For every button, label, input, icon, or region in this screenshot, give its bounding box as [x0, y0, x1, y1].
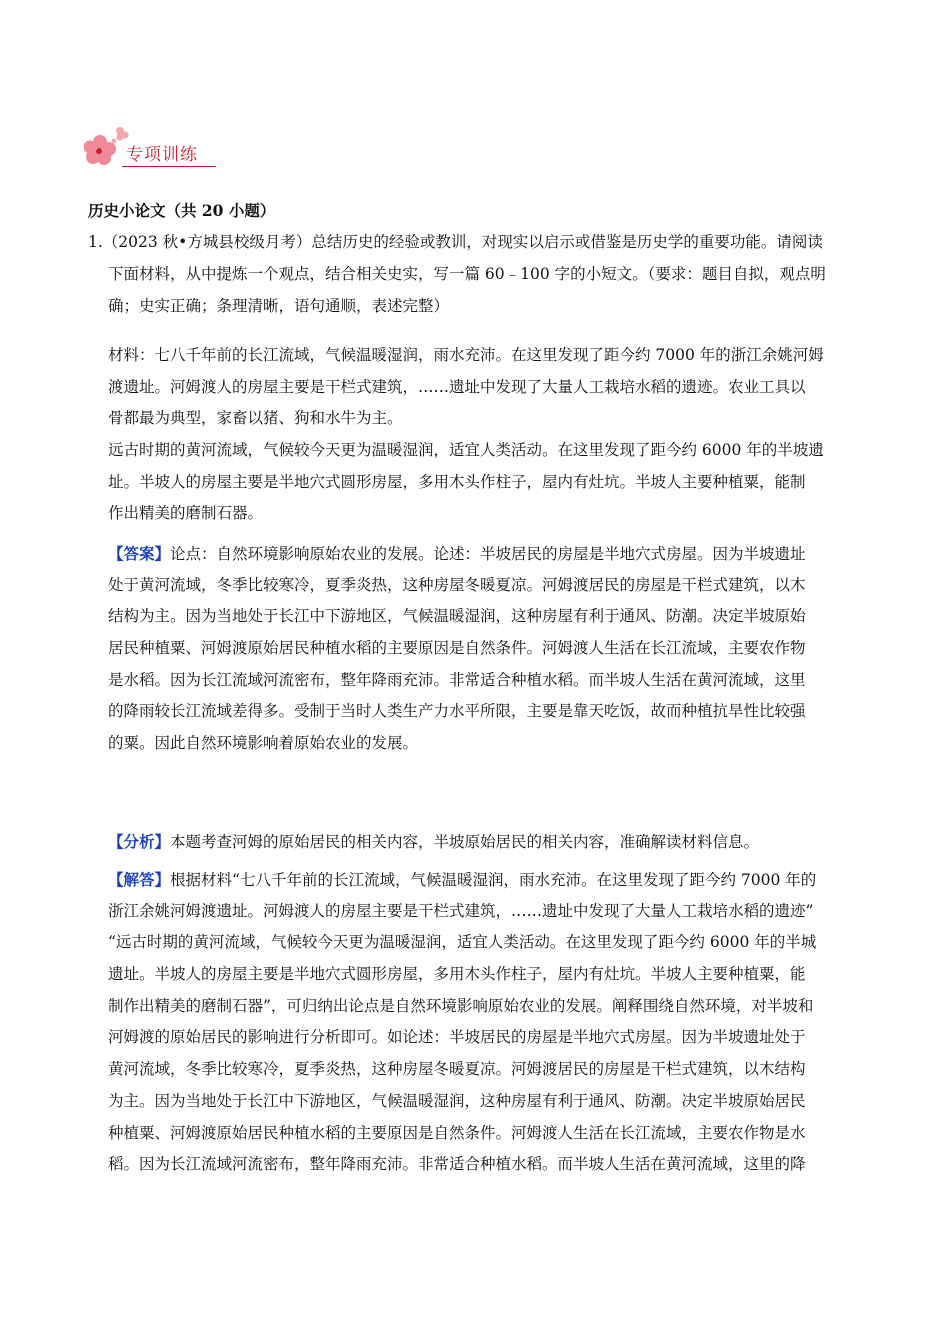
analysis-block [108, 826, 759, 858]
answer-line: 处于黄河流域，冬季比较寒冷，夏季炎热，这种房屋冬暖夏凉。河姆渡居民的房屋是干栏式建筑，以木 [108, 575, 806, 594]
solution-line: 制作出精美的磨制石器”，可归纳出论点是自然环境影响原始农业的发展。阐释围绕自然环境，对半坡和 [108, 996, 814, 1015]
section-header [84, 122, 224, 172]
solution-line: 为主。因为当地处于长江中下游地区，气候温暖湿润，这种房屋有利于通风、防潮。决定半坡原始居民 [108, 1091, 806, 1110]
solution-line: 遗址。半坡人的房屋主要是半地穴式圆形房屋，多用木头作柱子，屋内有灶坑。半坡人主要种植粟，能 [108, 965, 806, 984]
section-title: 历史小论文（共 20 小题） [88, 201, 276, 220]
material-line: 材料：七八千年前的长江流域，气候温暖湿润，雨水充沛。在这里发现了距今约 7000 年的浙江余姚河姆 [108, 346, 824, 364]
question-stem-continued [108, 259, 826, 322]
solution-line: 种植粟、河姆渡原始居民种植水稻的主要原因是自然条件。河姆渡人生活在长江流域，主要农作物是水 [108, 1123, 806, 1142]
solution-line: “远古时期的黄河流域，气候较今天更为温暖湿润，适宜人类活动。在这里发现了距今约 6000 年的半城 [108, 933, 817, 952]
answer-tag: 【答案】 [108, 544, 171, 563]
header-underline [122, 166, 216, 167]
header-title: 专项训练 [126, 145, 198, 165]
solution-line: 浙江余姚河姆渡遗址。河姆渡人的房屋主要是干栏式建筑，……遗址中发现了大量人工栽培水稻的遗迹” [108, 901, 814, 920]
answer-line: 的粟。因此自然环境影响着原始农业的发展。 [108, 734, 419, 753]
material-line: 骨都最为典型，家畜以猪、狗和水牛为主。 [108, 409, 403, 428]
answer-block [108, 538, 806, 760]
stem-line: （2023 秋•方城县校级月考）总结历史的经验或教训，对现实以启示或借鉴是历史学的重要功能。请阅读 [102, 233, 823, 251]
analysis-text: 本题考查河姆的原始居民的相关内容，半坡原始居民的相关内容，准确解读材料信息。 [170, 833, 760, 851]
answer-line: 结构为主。因为当地处于长江中下游地区，气候温暖湿润，这种房屋有利于通风、防潮。决定半坡原始 [108, 607, 806, 626]
stem-line: 下面材料，从中提炼一个观点，结合相关史实，写一篇 60﹣100 字的小短文。（要求：题目自拟，观点明 [108, 265, 826, 283]
solution-line: 黄河流域，冬季比较寒冷，夏季炎热，这种房屋冬暖夏凉。河姆渡居民的房屋是干栏式建筑，以木结构 [108, 1060, 806, 1079]
material-line: 渡遗址。河姆渡人的房屋主要是干栏式建筑，……遗址中发现了大量人工栽培水稻的遗迹。农业工具以 [108, 377, 806, 396]
solution-line: 根据材料“七八千年前的长江流域，气候温暖湿润，雨水充沛。在这里发现了距今约 7000 年的 [170, 871, 817, 889]
answer-line: 的降雨较长江流域差得多。受制于当时人类生产力水平所限，主要是靠天吃饭，故而种植抗旱性比较强 [108, 702, 806, 721]
solution-line: 稻。因为长江流域河流密布，整年降雨充沛。非常适合种植水稻。而半坡人生活在黄河流域，这里的降 [108, 1155, 806, 1174]
analysis-tag: 【分析】 [108, 832, 171, 851]
stem-line: 确；史实正确；条理清晰，语句通顺，表述完整） [108, 296, 450, 315]
answer-line: 居民种植粟、河姆渡原始居民种植水稻的主要原因是自然条件。河姆渡人生活在长江流域，主要农作物 [108, 639, 806, 658]
answer-line: 论点：自然环境影响原始农业的发展。论述：半坡居民的房屋是半地穴式房屋。因为半坡遗址 [170, 545, 806, 563]
solution-line: 河姆渡的原始居民的影响进行分析即可。如论述：半坡居民的房屋是半地穴式房屋。因为半坡遗址处于 [108, 1028, 806, 1047]
solution-block [108, 864, 816, 1181]
question-number: 1. [88, 233, 103, 251]
material-block [108, 340, 824, 530]
answer-line: 是水稻。因为长江流域河流密布，整年降雨充沛。非常适合种植水稻。而半坡人生活在黄河流域，这里 [108, 670, 806, 689]
material-line: 址。半坡人的房屋主要是半地穴式圆形房屋，多用木头作柱子，屋内有灶坑。半坡人主要种植粟，能制 [108, 472, 806, 491]
solution-tag: 【解答】 [108, 870, 171, 889]
material-line: 远古时期的黄河流域，气候较今天更为温暖湿润，适宜人类活动。在这里发现了距今约 6000 年的半坡遗 [108, 441, 824, 460]
question-stem [88, 227, 823, 259]
material-line: 作出精美的磨制石器。 [108, 504, 264, 523]
